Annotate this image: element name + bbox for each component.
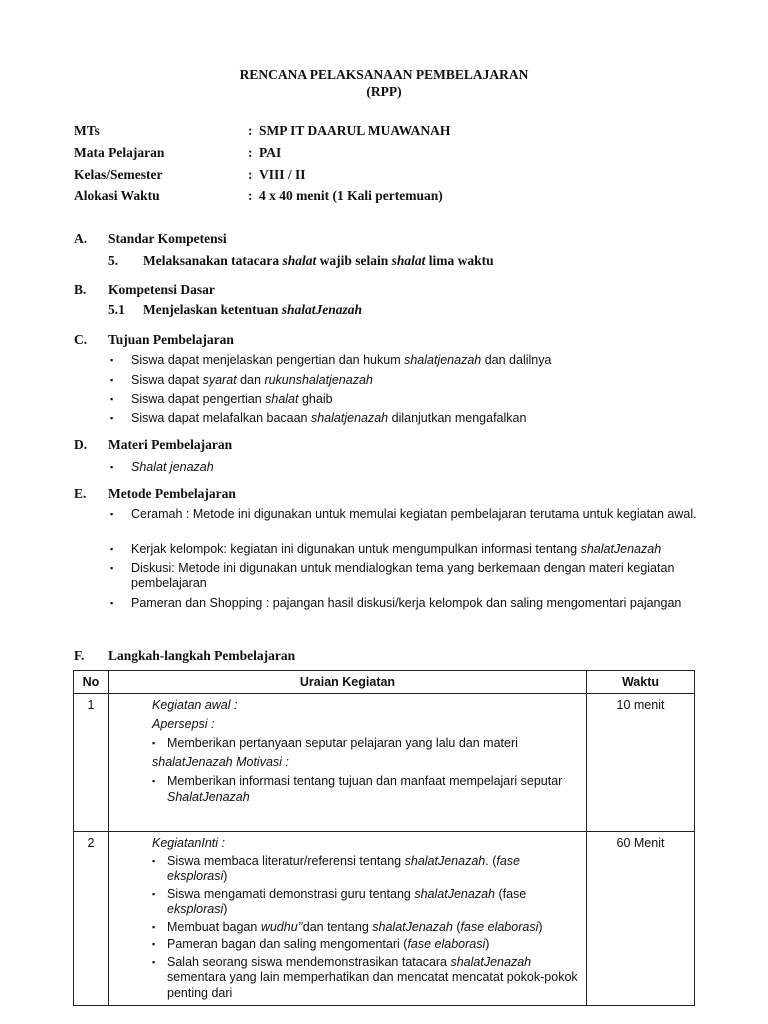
identity-label: Alokasi Waktu (74, 188, 160, 203)
bullet-icon: ▪ (110, 462, 114, 472)
section-b-competency: Menjelaskan ketentuan shalatJenazah (143, 302, 363, 317)
row-duration: 10 menit (587, 694, 695, 832)
list-item: ▪ Memberikan informasi tentang tujuan dan manfaat mempelajari seputar ShalatJenazah (152, 774, 563, 804)
section-c-title: Tujuan Pembelajaran (108, 332, 234, 347)
identity-value: 4 x 40 menit (1 Kali pertemuan) (259, 188, 443, 203)
document-title: RENCANA PELAKSANAAN PEMBELAJARAN (239, 67, 529, 82)
activity-label: Apersepsi : (152, 716, 215, 731)
bullet-icon: ▪ (110, 394, 114, 404)
list-item: ▪ Siswa mengamati demonstrasi guru tentang shalatJenazah (fase eksplorasi) (152, 886, 527, 916)
bullet-icon: ▪ (110, 544, 114, 554)
section-f-title: Langkah-langkah Pembelajaran (108, 648, 296, 663)
table-row (74, 694, 695, 832)
row-number: 2 (74, 832, 109, 1006)
section-e-letter: E. (74, 486, 87, 501)
identity-colon: : (248, 145, 253, 160)
column-header-waktu: Waktu (587, 671, 695, 694)
list-item: ▪ Memberikan pertanyaan seputar pelajaran yang lalu dan materi (152, 736, 518, 750)
row-activities (109, 832, 587, 1006)
bullet-icon: ▪ (152, 888, 156, 899)
section-c-letter: C. (74, 332, 88, 347)
section-b-number: 5.1 (108, 302, 125, 317)
section-a-number: 5. (108, 253, 119, 268)
identity-label: Kelas/Semester (74, 167, 163, 182)
identity-colon: : (248, 167, 253, 182)
bullet-icon: ▪ (110, 509, 114, 519)
bullet-icon: ▪ (152, 855, 156, 866)
column-header-no: No (74, 671, 109, 694)
activity-label: Kegiatan awal : (152, 698, 238, 712)
activity-label: KegiatanInti : (152, 836, 225, 850)
bullet-icon: ▪ (110, 375, 114, 385)
section-a-title: Standar Kompetensi (108, 231, 227, 246)
section-b-letter: B. (74, 282, 87, 297)
list-item: ▪ Membuat bagan wudhu’’dan tentang shalatJenazah (fase elaborasi) (152, 919, 543, 934)
bullet-icon: ▪ (110, 598, 114, 608)
section-b-title: Kompetensi Dasar (108, 282, 215, 297)
section-a-competency: Melaksanakan tatacara shalat wajib selain shalat lima waktu (143, 253, 494, 268)
bullet-icon: ▪ (110, 355, 114, 365)
bullet-icon: ▪ (152, 921, 156, 932)
row-number: 1 (74, 694, 109, 832)
steps-table (73, 670, 695, 1006)
table-header-row (74, 671, 695, 694)
identity-colon: : (248, 123, 253, 138)
identity-label: MTs (74, 123, 100, 138)
bullet-icon: ▪ (110, 413, 114, 423)
bullet-icon: ▪ (110, 563, 114, 573)
identity-value: VIII / II (259, 167, 306, 182)
list-item: ▪ Siswa membaca literatur/referensi tentang shalatJenazah. (fase eksplorasi) (152, 853, 520, 883)
section-d-title: Materi Pembelajaran (108, 437, 233, 452)
identity-label: Mata Pelajaran (74, 145, 165, 160)
identity-value: PAI (259, 145, 282, 160)
section-d-letter: D. (74, 437, 88, 452)
bullet-icon: ▪ (152, 738, 156, 748)
list-item: ▪ Pameran bagan dan saling mengomentari (fase elaborasi) (152, 937, 490, 951)
identity-colon: : (248, 188, 253, 203)
identity-value: SMP IT DAARUL MUAWANAH (259, 123, 451, 138)
row-duration: 60 Menit (587, 832, 695, 1006)
bullet-icon: ▪ (152, 776, 156, 786)
row-activities (109, 694, 587, 832)
document-subtitle: (RPP) (366, 84, 402, 99)
section-e-title: Metode Pembelajaran (108, 486, 236, 501)
bullet-icon: ▪ (152, 939, 156, 949)
bullet-icon: ▪ (152, 956, 156, 967)
list-item: ▪ Salah seorang siswa mendemonstrasikan tatacara shalatJenazah sementara yang lain memperhatikan dan mencatat mencatat pokok-pokok penting dari (152, 954, 578, 1000)
activity-label: shalatJenazah Motivasi : (152, 754, 289, 769)
table-row (74, 832, 695, 1006)
section-a-letter: A. (74, 231, 88, 246)
section-f-letter: F. (74, 648, 85, 663)
column-header-uraian: Uraian Kegiatan (109, 671, 587, 694)
